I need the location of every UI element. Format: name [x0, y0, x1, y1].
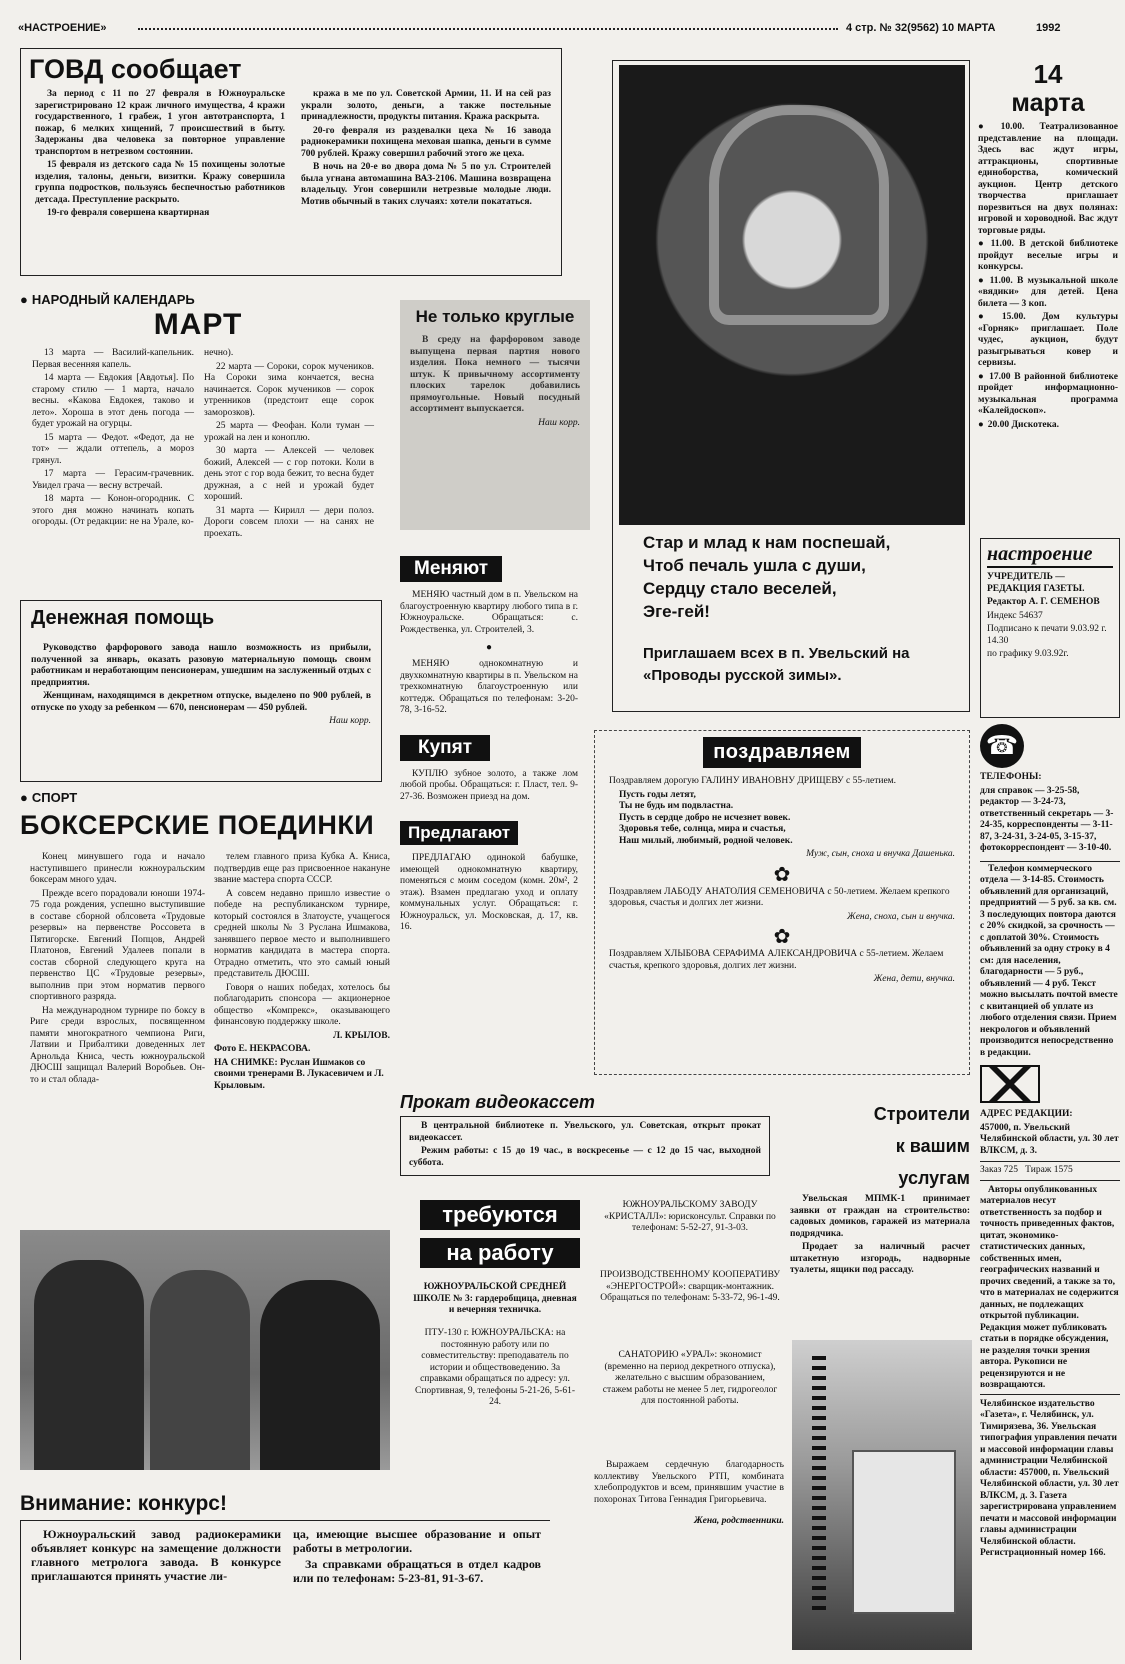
program-item-1: ● 10.00. Театрализованное представление на площади. Здесь вас ждут игры, аттракционы, спортивные единоборства, комический аукцион. Центр детского творчества приглашает порезвиться на двух полянах: игровой и хороводной. Вас ждут торговые ряды.: [978, 122, 1118, 237]
govd-p4: кража в ме по ул. Советской Армии, 11. И на сей раз украли золото, деньги, а также постельные принадлежности, продукты питания. Кража раскрыта.: [301, 89, 551, 122]
contest-p3: За справками обращаться в отдел кадров или по телефонам: 5-23-81, 91-3-67.: [293, 1557, 541, 1585]
sport-p1: Конец минувшего года и начало наступившего принесли южноуральским боксерам много удач.: [30, 852, 205, 885]
video-title: Прокат видеокассет: [400, 1092, 595, 1112]
poem-line-1: Стар и млад к нам поспешай,: [643, 533, 891, 552]
builders-title-2: к вашим: [895, 1136, 970, 1156]
congrats-1-text: Поздравляем дорогую ГАЛИНУ ИВАНОВНУ ДРИЩЕВУ с 55-летием.: [609, 776, 897, 786]
imprint-column: [980, 538, 1120, 1658]
calendar-day-31: 31 марта — Кирилл — дери полоз. Дороги совсем плохи — на санях не проехать.: [204, 505, 374, 539]
money-p1: Руководство фарфорового завода нашло возможность из прибыли, полученной за январь, оказать разовую материальную помощь своим работникам и неработающим пенсионерам, ушедшим на заслуженный отдых с предприятия.: [31, 643, 371, 688]
program-date: 14: [1033, 60, 1063, 89]
jobs-ptu: ПТУ-130 г. ЮЖНОУРАЛЬСКА: на постоянную работу или по совместительству: преподаватель по истории и обществоведению. За справками обращаться по адресу: ул. Спортивная, 9, телефоны 5-21-26, 5-61-24.: [414, 1328, 576, 1407]
sport-p3: На международном турнире по боксу в Риге среди взрослых, посвященном памяти многократного чемпиона Риги, Латвии и Прибалтики доведенных лет Арнольда Книса, честь южноуральской ДЮСШ защищал Валерий Воробьев. Он-то и стал облада-: [30, 1005, 205, 1085]
congrats-2-text: Поздравляем ЛАБОДУ АНАТОЛИЯ СЕМЕНОВИЧА с 50-летием. Желаем крепкого здоровья, счастья и долгих лет жизни.: [609, 886, 950, 908]
jobs-title-2: на работу: [420, 1238, 580, 1268]
sport-p5: А совсем недавно пришло известие о победе на республиканском турнире, который состоялся в Златоусте, учащегося средней школы № 3 Руслана Ишмакова, занявшего первое место и выполнившего норматив кандидата в мастера спорта. Отрадно отметить, что это самый юный представитель ДЮСШ.: [214, 888, 390, 979]
masthead-issue: 4 стр. № 32(9562) 10 МАРТА: [846, 22, 996, 34]
sport-p2: Прежде всего порадовали юноши 1974-75 года рождения, успешно выступившие в составе сборной облсовета «Трудовые резервы» на первенстве Россовета в Пятигорске. Евгений Попцов, Андрей Платонов, Евгений Удалеев попали в состав сборной следующего круга на первенство ЦС «Трудовые резервы», выполнив при этом норматив первого спортивного разряда.: [30, 888, 205, 1002]
program-item-2: ● 11.00. В детской библиотеке пройдут веселые игры и конкурсы.: [978, 239, 1118, 274]
sport-p4: телем главного приза Кубка А. Книса, подтвердив еще раз присвоенное накануне звание мастера спорта СССР.: [214, 852, 390, 885]
program-item-4: ● 15.00. Дом культуры «Горняк» приглашает. Поле чудес, аукцион, будут разыгрываться ковер и сервизы.: [978, 312, 1118, 370]
govd-p1: За период с 11 по 27 февраля в Южноуральске зарегистрировано 12 краж личного имущества, 4 кражи государственного, 1 грабеж, 1 угон автотранспорта, 1 пожар, 6 мелких хищений, 7 происшествий в быту. Задержаны два человека за повторное управление транспортом в нетрезвом состоянии.: [35, 89, 285, 157]
video-p1: В центральной библиотеке п. Увельского, ул. Советская, открыт прокат видеокассет.: [409, 1121, 761, 1143]
girl-photo: [619, 65, 965, 525]
program-item-6: ● 20.00 Дискотека.: [978, 420, 1118, 432]
imprint-editor: Редактор А. Г. СЕМЕНОВ: [987, 597, 1100, 607]
poem-line-4: Эге-гей!: [643, 602, 710, 621]
change-ad-1: МЕНЯЮ частный дом в п. Увельском на благоустроенную квартиру любого типа в г. Южноуральске. Обращаться: с. Рождественка, ул. Строителей, 3.: [400, 590, 578, 635]
not-round-text: В среду на фарфоровом заводе выпущена первая партия нового изделия. Пока немного — тысячи штук. К привычному ассортименту плоских тарелок добавились прямоугольные. Новый посудный ассортимент выпускается.: [410, 335, 580, 414]
program-item-5: ● 17.00 В районной библиотеке пройдет информационно-музыкальная программа «Калейдоскоп».: [978, 372, 1118, 418]
masthead-rule: [138, 28, 838, 30]
crane-icon: [812, 1350, 826, 1610]
imprint-address-title: АДРЕС РЕДАКЦИИ:: [980, 1109, 1073, 1119]
imprint-order: Заказ 725: [980, 1165, 1019, 1175]
exchange-column: [400, 556, 578, 1116]
imprint-address: 457000, п. Увельский Челябинской области, ул. 30 лет ВЛКСМ, д. 3.: [980, 1122, 1119, 1156]
congrats-3-sign: Жена, дети, внучка.: [873, 974, 955, 984]
mail-icon: [980, 1065, 1040, 1103]
shawl-icon: [709, 105, 889, 325]
boxer-figure-right: [260, 1280, 380, 1470]
calendar-day-30: 30 марта — Алексей — человек божий, Алексей — с гор потоки. Коли в день этот с гор вода бежит, то весна будет дружная, а с ней и урожай будет хороший.: [204, 446, 374, 502]
congrats-title: поздравляем: [703, 737, 861, 768]
govd-p5: 20-го февраля из раздевалки цеха № 16 завода радиокерамики похищена меховая шапка, деньги в сумме 700 рублей. Кражу совершил рабочий этого же цеха.: [301, 125, 551, 159]
builders-title-3: услугам: [898, 1168, 970, 1188]
contest-section: [20, 1490, 550, 1660]
thanks-section: [594, 1460, 784, 1620]
calendar-col2: [204, 348, 374, 542]
masthead: [18, 20, 1118, 38]
jobs-heading: [420, 1200, 580, 1268]
calendar-day-13: 13 марта — Василий-капельник. Первая весенняя капель.: [32, 348, 194, 370]
calendar-cont: нечно).: [204, 348, 234, 358]
govd-p2: 15 февраля из детского сада № 15 похищены золотые изделия, талоны, деньги, визитки. Кражу совершила группа подростков, пользуясь беспечностью работников детсада. Преступление раскрыто.: [35, 160, 285, 205]
govd-col2: [301, 89, 551, 210]
construction-photo: [792, 1340, 972, 1650]
offer-heading: Предлагают: [400, 821, 518, 845]
calendar-section: [20, 292, 376, 592]
poem-line-2: Чтоб печаль ушла с души,: [643, 556, 866, 575]
change-ad-2: МЕНЯЮ однокомнатную и двухкомнатную квартиры в п. Увельском на трехкомнатную благоустроенную или коттедж. Обращаться по телефонам: 3-20-78, 3-16-52.: [400, 659, 578, 715]
money-box: [20, 600, 382, 782]
imprint-phones-title: ТЕЛЕФОНЫ:: [980, 772, 1042, 782]
money-sign: Наш корр.: [329, 716, 371, 726]
not-round-sign: Наш корр.: [538, 417, 580, 428]
builders-p1: Увельская МПМК-1 принимает заявки от граждан на строительство: садовых домиков, гаражей из материала подрядчика.: [790, 1194, 970, 1239]
poem-line-3: Сердцу стало веселей,: [643, 579, 837, 598]
imprint-schedule: по графику 9.03.92г.: [987, 649, 1069, 659]
congrats-3-text: Поздравляем ХЛЫБОВА СЕРАФИМА АЛЕКСАНДРОВИЧА с 55-летием. Желаем счастья, крепкого здоровья, долгих лет жизни.: [609, 949, 944, 971]
imprint-signed: Подписано к печати 9.03.92 г. 14.30: [987, 624, 1107, 646]
jobs-ural: САНАТОРИЮ «УРАЛ»: экономист (временно на период декретного отпуска), желательно с высшим образованием, стажем работы не менее 5 лет, гидрогеолог для постоянной работы.: [602, 1350, 778, 1406]
festival-poem: [643, 531, 963, 623]
imprint-logo: настроение: [987, 543, 1113, 568]
festival-invite: Приглашаем всех в п. Увельский на «Проводы русской зимы».: [643, 645, 910, 684]
buy-ad-1: КУПЛЮ зубное золото, а также лом любой пробы. Обращаться: г. Пласт, тел. 9-27-36. Возможен приезд на дом.: [400, 768, 578, 802]
builders-title-1: Строители: [873, 1104, 970, 1124]
jobs-title-1: требуются: [420, 1200, 580, 1230]
video-box: [400, 1116, 770, 1176]
calendar-col1: [32, 348, 194, 531]
program-column: [978, 60, 1118, 510]
builders-p2: Продает за наличный расчет штакетную изгородь, надворные туалеты, ящики под рассаду.: [790, 1242, 970, 1275]
contest-p1: Южноуральский завод радиокерамики объявляет конкурс на замещение должности главного метролога завода. В конкурсе приглашаются принять участие ли-: [31, 1527, 281, 1583]
program-month: марта: [1011, 89, 1085, 117]
offer-ad-1: ПРЕДЛАГАЮ одинокой бабушке, имеющей однокомнатную квартиру, поменяться с моим соседом (комн. 20м², 2 этаж). Взамен предлагаю уход и оплату коммунальных услуг. Обращаться: г. Южноуральск, ул. Московская, д. 17, кв. 16.: [400, 853, 578, 932]
building-icon: [852, 1450, 956, 1614]
congrats-title-bar: [609, 737, 955, 768]
imprint-order-run: [980, 1161, 1120, 1181]
govd-col1: [35, 89, 285, 222]
not-round-box: [400, 300, 590, 530]
program-item-3: ● 11.00. В музыкальной школе «вядики» для детей. Цена билета — 3 коп.: [978, 276, 1118, 311]
masthead-name: «НАСТРОЕНИЕ»: [18, 22, 107, 34]
congrats-1-sign: Муж, сын, сноха и внучка Дашенька.: [806, 849, 955, 859]
thanks-sign: Жена, родственники.: [693, 1516, 784, 1526]
calendar-title: МАРТ: [153, 308, 243, 341]
change-heading: Меняют: [400, 556, 502, 582]
calendar-day-15: 15 марта — Федот. «Федот, да не тот» — ждали оттепель, а мороз грянул.: [32, 432, 194, 466]
change-divider: ●: [485, 642, 493, 653]
imprint-index: Индекс 54637: [987, 610, 1043, 621]
contest-title: Внимание: конкурс!: [20, 1492, 227, 1515]
festival-photo-box: [612, 60, 970, 712]
boxer-figure-center: [150, 1270, 250, 1470]
thanks-text: Выражаем сердечную благодарность коллективу Увельского РТП, комбината хлебопродуктов и всем, принявшим участие в похоронах Титова Геннадия Григорьевича.: [594, 1460, 784, 1505]
calendar-day-25: 25 марта — Феофан. Коли туман — урожай на лен и коноплю.: [204, 421, 374, 443]
sport-title: БОКСЕРСКИЕ ПОЕДИНКИ: [20, 810, 375, 840]
flower-icon: ✿: [773, 926, 791, 948]
sport-p6: Говоря о наших победах, хотелось бы поблагодарить спонсора — акционерное общество «Компрекс», оказывающего финансовую поддержку школе.: [214, 982, 390, 1027]
sport-section-label: ● СПОРТ: [20, 790, 390, 805]
govd-p3: 19-го февраля совершена квартирная: [47, 208, 210, 218]
buy-heading: Купят: [400, 735, 490, 761]
contest-box: [20, 1520, 550, 1660]
govd-box: [20, 48, 562, 276]
imprint-printer: Челябинское издательство «Газета», г. Челябинск, ул. Тимирязева, 36. Увельская типография управления печати и массовой информации главы администрации Челябинской области: 457000, п. Увельский Челябинской области, ул. 30 лет ВЛКСМ, д. 3. Газета зарегистрирована управлением печати и массовой информации главы администрации Челябинской области. Регистрационный номер 166.: [980, 1394, 1120, 1560]
not-round-title: Не только круглые: [415, 307, 575, 326]
sport-photo-credit: Фото Е. НЕКРАСОВА.: [214, 1044, 311, 1054]
contest-col1: [31, 1527, 281, 1585]
boxer-figure-left: [34, 1260, 144, 1470]
sport-section: [20, 790, 390, 1230]
imprint-box: [980, 538, 1120, 718]
contest-col2: [293, 1527, 541, 1587]
congrats-1-verse: Пусть годы летят, Ты не будь им подвластна. Пусть в сердце добро не исчезнет вовек. Здоровья тебе, солнца, мира и счастья, Наш милый, любимый, родной человек.: [619, 789, 793, 846]
sport-col2: [214, 852, 390, 1094]
imprint-run: Тираж 1575: [1025, 1165, 1073, 1175]
masthead-year: 1992: [1036, 22, 1061, 34]
jobs-school: ЮЖНОУРАЛЬСКОЙ СРЕДНЕЙ ШКОЛЕ № 3: гардеробщица, дневная и вечерняя техничка.: [413, 1282, 577, 1315]
money-title: Денежная помощь: [31, 607, 215, 629]
calendar-day-18: 18 марта — Конон-огородник. С этого дня можно начинать копать огороды. (От редакции: не на Урале, ко-: [32, 494, 194, 527]
sport-col1: [30, 852, 205, 1088]
builders-section: [790, 1098, 970, 1328]
jobs-crystal: ЮЖНОУРАЛЬСКОМУ ЗАВОДУ «КРИСТАЛЛ»: юрисконсульт. Справки по телефонам: 5-52-27, 91-3-03.: [604, 1200, 776, 1233]
calendar-section-label: ● НАРОДНЫЙ КАЛЕНДАРЬ: [20, 292, 376, 307]
video-section: [400, 1090, 770, 1185]
govd-title: ГОВД сообщает: [29, 54, 242, 84]
sport-caption: НА СНИМКЕ: Руслан Ишмаков со своими тренерами В. Лукасевичем и Л. Крыловым.: [214, 1057, 384, 1091]
congrats-2-sign: Жена, сноха, сын и внучка.: [847, 911, 955, 922]
calendar-day-14: 14 марта — Евдокия [Авдотья]. По старому стилю — 1 марта, начало весны. «Какова Евдокея, таково и лето». Хороша в этот день погода — будет урожай на огурцы.: [32, 373, 194, 429]
calendar-day-17: 17 марта — Герасим-грачевник. Увидел грача — весну встречай.: [32, 469, 194, 491]
phone-icon: ☎: [980, 724, 1024, 768]
money-p2: Женщинам, находящимся в декретном отпуске, выделено по 900 рублей, в отпуске по уходу за ребенком — 670, пенсионерам — 450 рублей.: [31, 691, 371, 713]
boxers-photo: [20, 1230, 390, 1470]
jobs-energo: ПРОИЗВОДСТВЕННОМУ КООПЕРАТИВУ «ЭНЕРГОСТРОЙ»: сварщик-монтажник. Обращаться по телефонам: 5-33-72, 96-1-49.: [600, 1270, 780, 1303]
jobs-section: [410, 1200, 790, 1450]
imprint-ads: Телефон коммерческого отдела — 3-14-85. Стоимость объявлений для организаций, предприятий — 5 руб. за кв. см. 3 последующих повтора даются с 20% скидкой, за срочность — с доплатой 30%. Стоимость объявлений за одну строку в 4 см: для населения, благодарности — 5 руб., объявлений — 4 руб. Текст можно высылать почтой вместе с квитанцией об уплате из любого отделения связи. Прием некрологов и объявлений производится непосредственно в редакции.: [980, 863, 1118, 1058]
imprint-note: Авторы опубликованных материалов несут ответственность за подбор и точность приведенных фактов, цитат, экономико-статистических данных, собственных имен, географических названий и прочих сведений, а также за то, что в материалах не содержится данных, не подлежащих открытой публикации. Редакция может публиковать статьи в порядке обсуждения, не разделяя точки зрения автора. Рукописи не рецензируются и не возвращаются.: [980, 1184, 1119, 1390]
sport-author: Л. КРЫЛОВ.: [332, 1030, 390, 1041]
video-p2: Режим работы: с 15 до 19 час., в воскресенье — с 12 до 15 час, выходной суббота.: [409, 1146, 761, 1168]
contest-p2: ца, имеющие высшее образование и опыт работы в метрологии.: [293, 1527, 541, 1555]
flower-icon: ✿: [773, 863, 791, 886]
imprint-founder: УЧРЕДИТЕЛЬ — РЕДАКЦИЯ ГАЗЕТЫ.: [987, 572, 1085, 594]
congrats-box: [594, 730, 970, 1075]
imprint-phones: для справок — 3-25-58, редактор — 3-24-73, ответственный секретарь — 3-24-35, корреспонденты — 3-11-87, 3-24-31, 3-24-05, 3-15-37, фотокорреспондент — 3-10-40.: [980, 786, 1120, 862]
govd-p6: В ночь на 20-е во двора дома № 5 по ул. Строителей была угнана автомашина ВАЗ-2106. Машина возвращена владельцу. Угон совершили нетрезвые молодые люди. Мотив обычный в таких случаях: хотели покататься.: [301, 162, 551, 207]
calendar-day-22: 22 марта — Сороки, сорок мучеников. На Сороки зима кончается, весна начинается. Сорок мучеников — сорок утренников (предстоит еще сорок заморозков).: [204, 361, 374, 418]
